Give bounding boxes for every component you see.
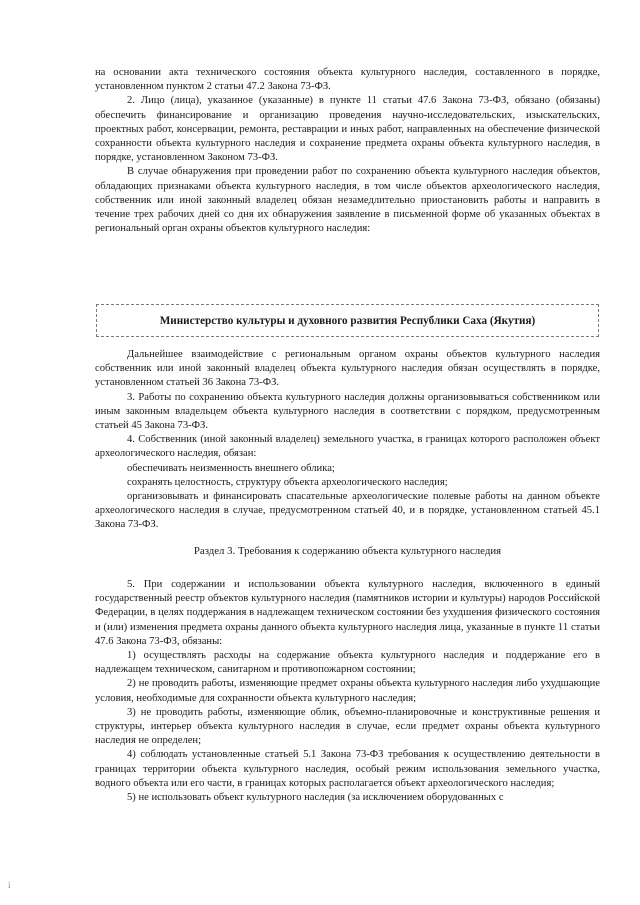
paragraph: сохранять целостность, структуру объекта археологического наследия; — [127, 476, 448, 488]
paragraph: 5) не использовать объект культурного наследия (за исключением оборудованных с — [127, 792, 504, 804]
text-block-bottom — [95, 578, 600, 805]
paragraph: 2. Лицо (лица), указанное (указанные) в пункте 11 статьи 47.6 Закона 73-ФЗ, обязано (обязаны) обеспечить финансирование и организацию проведения научно-исследовательских, изыскательских, проектных работ, консервации, ремонта, реставрации и иных работ, направленных на обеспечение физической сохранности объекта культурного наследия и сохранение предмета охраны объекта культурного наследия, в порядке, установленном Законом 73-ФЗ. — [95, 95, 600, 164]
paragraph: 3. Работы по сохранению объекта культурного наследия должны организовываться собственником или иным законным владельцем объекта культурного наследия в соответствии с порядком, предусмотренным статьей 45 Закона 73-ФЗ. — [95, 391, 600, 432]
paragraph: 1) осуществлять расходы на содержание объекта культурного наследия и поддержание его в надлежащем техническом, санитарном и противопожарном состоянии; — [95, 650, 600, 676]
paragraph: 4) соблюдать установленные статьей 5.1 Закона 73-ФЗ требования к осуществлению деятельности в границах территории объекта культурного наследия, особый режим использования земельного участка, водного объекта или его части, в границах которых располагается объект археологического наследия; — [95, 749, 600, 789]
paragraph: организовывать и финансировать спасательные археологические полевые работы на данном объекте археологического наследия в случае, предусмотренном статьей 40, и в порядке, установленном статьей 45.1 Закона 73-ФЗ. — [95, 491, 600, 531]
scan-edge-mark: i — [8, 880, 11, 890]
paragraph: 4. Собственник (иной законный владелец) земельного участка, в границах которого расположен объект археологического наследия, обязан: — [95, 434, 600, 460]
authority-name: Министерство культуры и духовного развития Республики Саха (Якутия) — [159, 314, 536, 327]
text-block-middle — [95, 348, 600, 533]
section-heading: Раздел 3. Требования к содержанию объекта культурного наследия — [193, 545, 502, 557]
paragraph: 5. При содержании и использовании объекта культурного наследия, включенного в единый государственный реестр объектов культурного наследия (памятников истории и культуры) народов Российской Федерации, в целях поддержания в надлежащем техническом состоянии без ухудшения физического состояния и (или) изменения предмета охраны данного объекта культурного наследия лица, указанные в пункте 11 статьи 47.6 Закона 73-ФЗ, обязаны: — [95, 579, 600, 647]
paragraph: 2) не проводить работы, изменяющие предмет охраны объекта культурного наследия либо ухудшающие условия, необходимые для сохранности объекта культурного наследия; — [95, 678, 600, 704]
paragraph: 3) не проводить работы, изменяющие облик, объемно-планировочные и конструктивные решения и структуры, интерьер объекта культурного наследия в случае, если предмет охраны объекта культурного наследия не определен; — [95, 706, 600, 747]
authority-box — [96, 304, 599, 337]
paragraph: Дальнейшее взаимодействие с региональным органом охраны объектов культурного наследия собственник или иной законный владелец объекта культурного наследия обязан осуществлять в порядке, установленном статьей 36 Закона 73-ФЗ. — [95, 349, 600, 389]
paragraph: на основании акта технического состояния объекта культурного наследия, составленного в порядке, установленном пунктом 2 статьи 47.2 Закона 73-ФЗ. — [95, 67, 600, 93]
paragraph: обеспечивать неизменность внешнего облика; — [127, 462, 335, 474]
text-block-top — [95, 66, 600, 236]
paragraph: В случае обнаружения при проведении работ по сохранению объекта культурного наследия объектов, обладающих признаками объекта культурного наследия, в том числе объектов археологического наследия, собственник или иной законный владелец обязан незамедлительно приостановить работы и направить в течение трех рабочих дней со дня их обнаружения заявление в письменной форме об указанных объектах в региональный орган охраны объектов культурного наследия: — [95, 166, 600, 235]
